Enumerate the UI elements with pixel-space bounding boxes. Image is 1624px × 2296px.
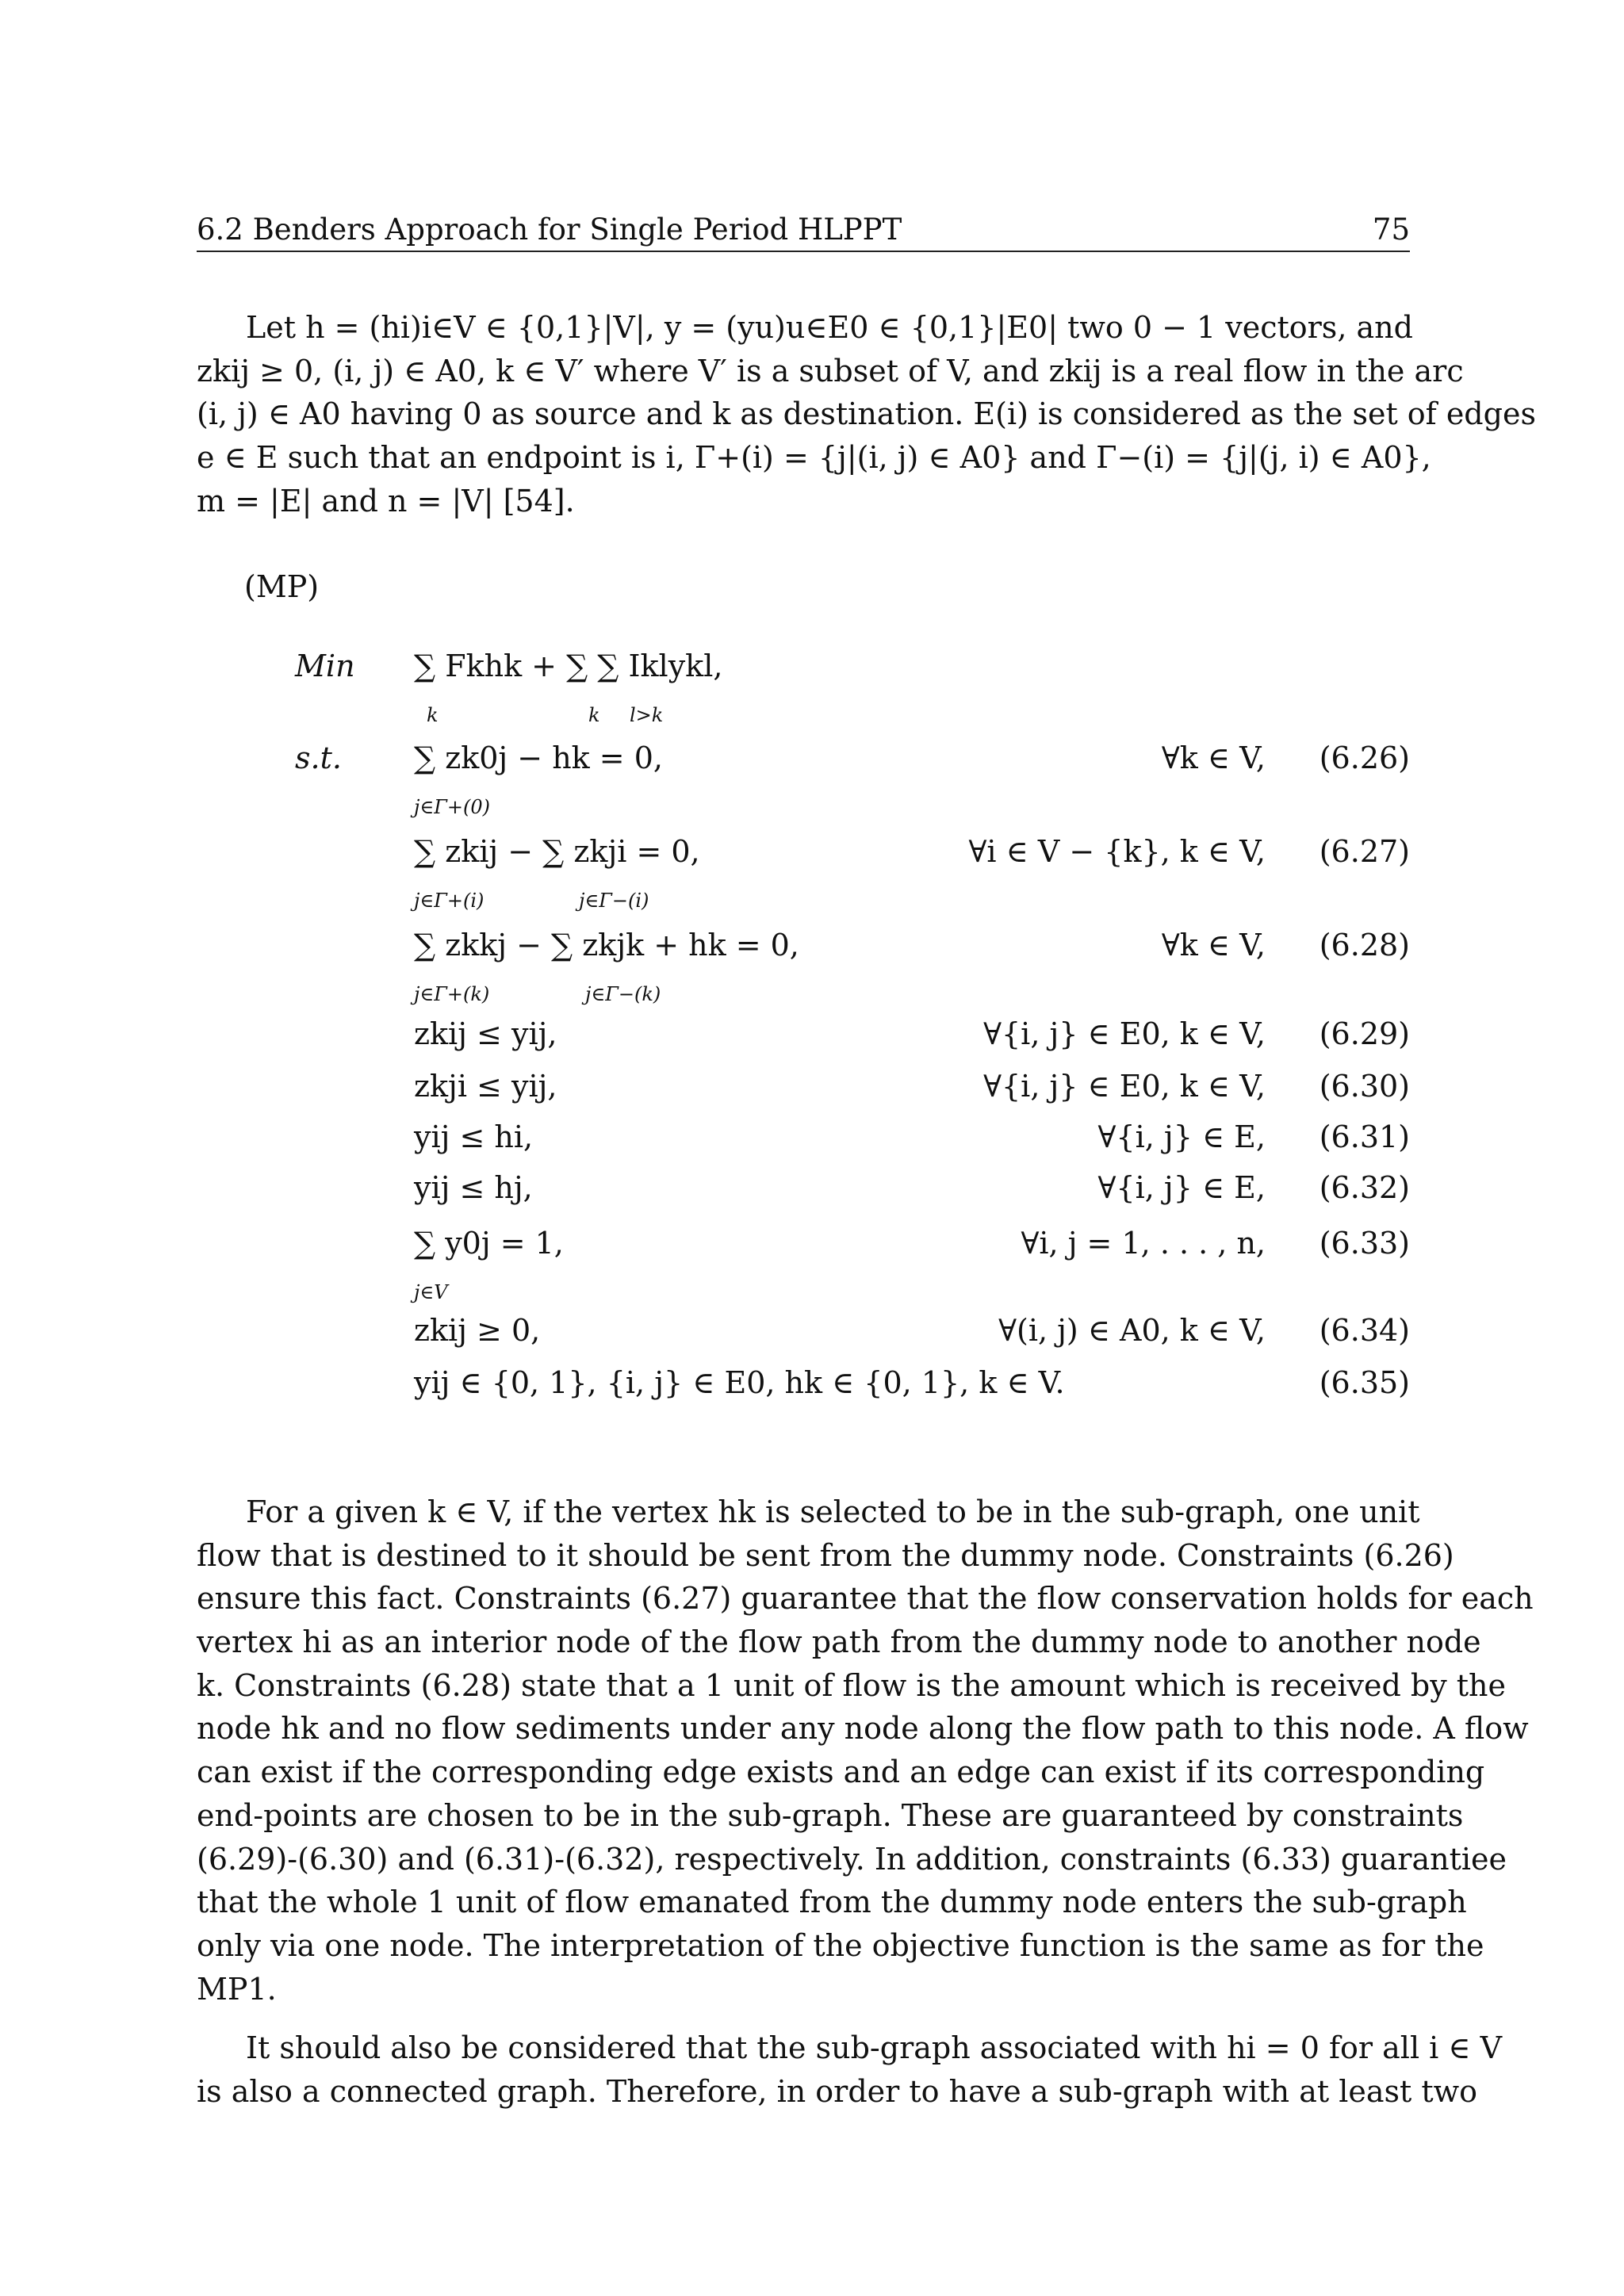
paragraph-line: m = |E| and n = |V| [54]. bbox=[197, 483, 575, 519]
constraint-expression: yij ≤ hi, bbox=[414, 1119, 534, 1154]
constraint-domain: ∀k ∈ V, bbox=[1161, 740, 1266, 775]
constraint-expression: ∑ zk0j − hk = 0, bbox=[414, 740, 663, 775]
equation-number: (6.32) bbox=[1319, 1170, 1410, 1205]
constraint-expression: zkij ≤ yij, bbox=[414, 1016, 557, 1051]
paragraph-line: can exist if the corresponding edge exists and an edge can exist if its corresponding bbox=[197, 1755, 1485, 1790]
closing-paragraph bbox=[197, 2026, 1503, 2113]
sum-limit: j∈Γ−(i) bbox=[579, 890, 649, 912]
constraint-expression: ∑ zkij − ∑ zkji = 0, bbox=[414, 834, 700, 869]
equation-number: (6.28) bbox=[1319, 928, 1410, 962]
objective-expression: ∑ Fkhk + ∑ ∑ Iklykl, bbox=[414, 649, 723, 683]
constraint-domain: ∀{i, j} ∈ E, bbox=[1097, 1119, 1266, 1154]
sum-limit: l>k bbox=[630, 704, 664, 726]
constraint-expression: ∑ zkkj − ∑ zkjk + hk = 0, bbox=[414, 928, 799, 962]
st-keyword: s.t. bbox=[295, 740, 342, 775]
paragraph-line: end-points are chosen to be in the sub-graph. These are guaranteed by constraints bbox=[197, 1797, 1464, 1833]
constraint-row bbox=[0, 928, 1624, 1005]
constraint-domain: ∀{i, j} ∈ E, bbox=[1097, 1170, 1266, 1205]
paragraph-line: vertex hi as an interior node of the flow path from the dummy node to another node bbox=[197, 1624, 1481, 1660]
constraint-row bbox=[0, 1365, 1624, 1413]
constraint-row bbox=[0, 834, 1624, 912]
sum-limit: k bbox=[427, 704, 439, 726]
equation-number: (6.31) bbox=[1319, 1119, 1410, 1154]
sum-limit: j∈Γ+(i) bbox=[414, 890, 485, 912]
constraint-expression: yij ≤ hj, bbox=[414, 1170, 533, 1205]
explanation-paragraph bbox=[197, 1490, 1534, 2011]
constraint-domain: ∀{i, j} ∈ E0, k ∈ V, bbox=[983, 1016, 1266, 1051]
paragraph-line: (6.29)-(6.30) and (6.31)-(6.32), respectively. In addition, constraints (6.33) guarantiee bbox=[197, 1841, 1507, 1877]
paragraph-line: MP1. bbox=[197, 1971, 277, 2007]
intro-paragraph bbox=[197, 306, 1536, 522]
constraint-row bbox=[0, 1119, 1624, 1167]
constraint-row bbox=[0, 1313, 1624, 1360]
sum-limit: j∈Γ−(k) bbox=[585, 983, 661, 1005]
running-header bbox=[197, 208, 1410, 252]
min-keyword: Min bbox=[295, 649, 355, 683]
constraint-domain: ∀i, j = 1, . . . , n, bbox=[1021, 1226, 1266, 1261]
sum-limit: j∈Γ+(k) bbox=[414, 983, 490, 1005]
paragraph-line: ensure this fact. Constraints (6.27) guarantee that the flow conservation holds for each bbox=[197, 1581, 1534, 1617]
constraint-row bbox=[0, 1170, 1624, 1218]
paragraph-line: (i, j) ∈ A0 having 0 as source and k as destination. E(i) is considered as the set of edges bbox=[197, 396, 1536, 432]
constraint-expression: yij ∈ {0, 1}, {i, j} ∈ E0, hk ∈ {0, 1}, k ∈ V. bbox=[414, 1365, 1065, 1400]
sum-limit: j∈V bbox=[414, 1281, 448, 1303]
constraint-row bbox=[0, 1226, 1624, 1303]
paragraph-line: that the whole 1 unit of flow emanated from the dummy node enters the sub-graph bbox=[197, 1885, 1467, 1920]
page-number: 75 bbox=[1372, 212, 1410, 247]
equation-number: (6.29) bbox=[1319, 1016, 1410, 1051]
paragraph-line: node hk and no flow sediments under any node along the flow path to this node. A flow bbox=[197, 1711, 1529, 1747]
constraint-domain: ∀k ∈ V, bbox=[1161, 928, 1266, 962]
constraint-row bbox=[0, 740, 1624, 818]
paragraph-line: flow that is destined to it should be sent from the dummy node. Constraints (6.26) bbox=[197, 1537, 1454, 1573]
model-label: (MP) bbox=[244, 569, 320, 604]
equation-number: (6.33) bbox=[1319, 1226, 1410, 1261]
equation-number: (6.35) bbox=[1319, 1365, 1410, 1400]
paragraph-line: e ∈ E such that an endpoint is i, Γ+(i) = {j|(i, j) ∈ A0} and Γ−(i) = {j|(j, i) ∈ A0}, bbox=[197, 440, 1431, 476]
sum-limit: j∈Γ+(0) bbox=[414, 796, 490, 818]
constraint-row bbox=[0, 1069, 1624, 1116]
paragraph-line: is also a connected graph. Therefore, in order to have a sub-graph with at least two bbox=[197, 2073, 1478, 2109]
constraint-row bbox=[0, 1016, 1624, 1064]
paragraph-line: zkij ≥ 0, (i, j) ∈ A0, k ∈ V′ where V′ is a subset of V, and zkij is a real flow in the arc bbox=[197, 353, 1464, 388]
equation-number: (6.27) bbox=[1319, 834, 1410, 869]
constraint-expression: zkij ≥ 0, bbox=[414, 1313, 541, 1348]
objective-row bbox=[0, 649, 1624, 726]
paragraph-line: k. Constraints (6.28) state that a 1 unit of flow is the amount which is received by the bbox=[197, 1667, 1506, 1703]
constraint-domain: ∀{i, j} ∈ E0, k ∈ V, bbox=[983, 1069, 1266, 1104]
constraint-expression: ∑ y0j = 1, bbox=[414, 1226, 564, 1261]
equation-number: (6.30) bbox=[1319, 1069, 1410, 1104]
equation-number: (6.34) bbox=[1319, 1313, 1410, 1348]
constraint-domain: ∀i ∈ V − {k}, k ∈ V, bbox=[968, 834, 1266, 869]
paragraph-line: For a given k ∈ V, if the vertex hk is selected to be in the sub-graph, one unit bbox=[246, 1494, 1420, 1529]
paragraph-line: Let h = (hi)i∈V ∈ {0,1}|V|, y = (yu)u∈E0 ∈ {0,1}|E0| two 0 − 1 vectors, and bbox=[246, 310, 1413, 345]
paragraph-line: only via one node. The interpretation of the objective function is the same as for the bbox=[197, 1927, 1484, 1963]
header-title: 6.2 Benders Approach for Single Period HLPPT bbox=[197, 212, 902, 247]
constraint-domain: ∀(i, j) ∈ A0, k ∈ V, bbox=[998, 1313, 1266, 1348]
constraint-expression: zkji ≤ yij, bbox=[414, 1069, 557, 1104]
paragraph-line: It should also be considered that the sub-graph associated with hi = 0 for all i ∈ V bbox=[246, 2030, 1503, 2065]
sum-limit: k bbox=[588, 704, 600, 726]
equation-number: (6.26) bbox=[1319, 740, 1410, 775]
